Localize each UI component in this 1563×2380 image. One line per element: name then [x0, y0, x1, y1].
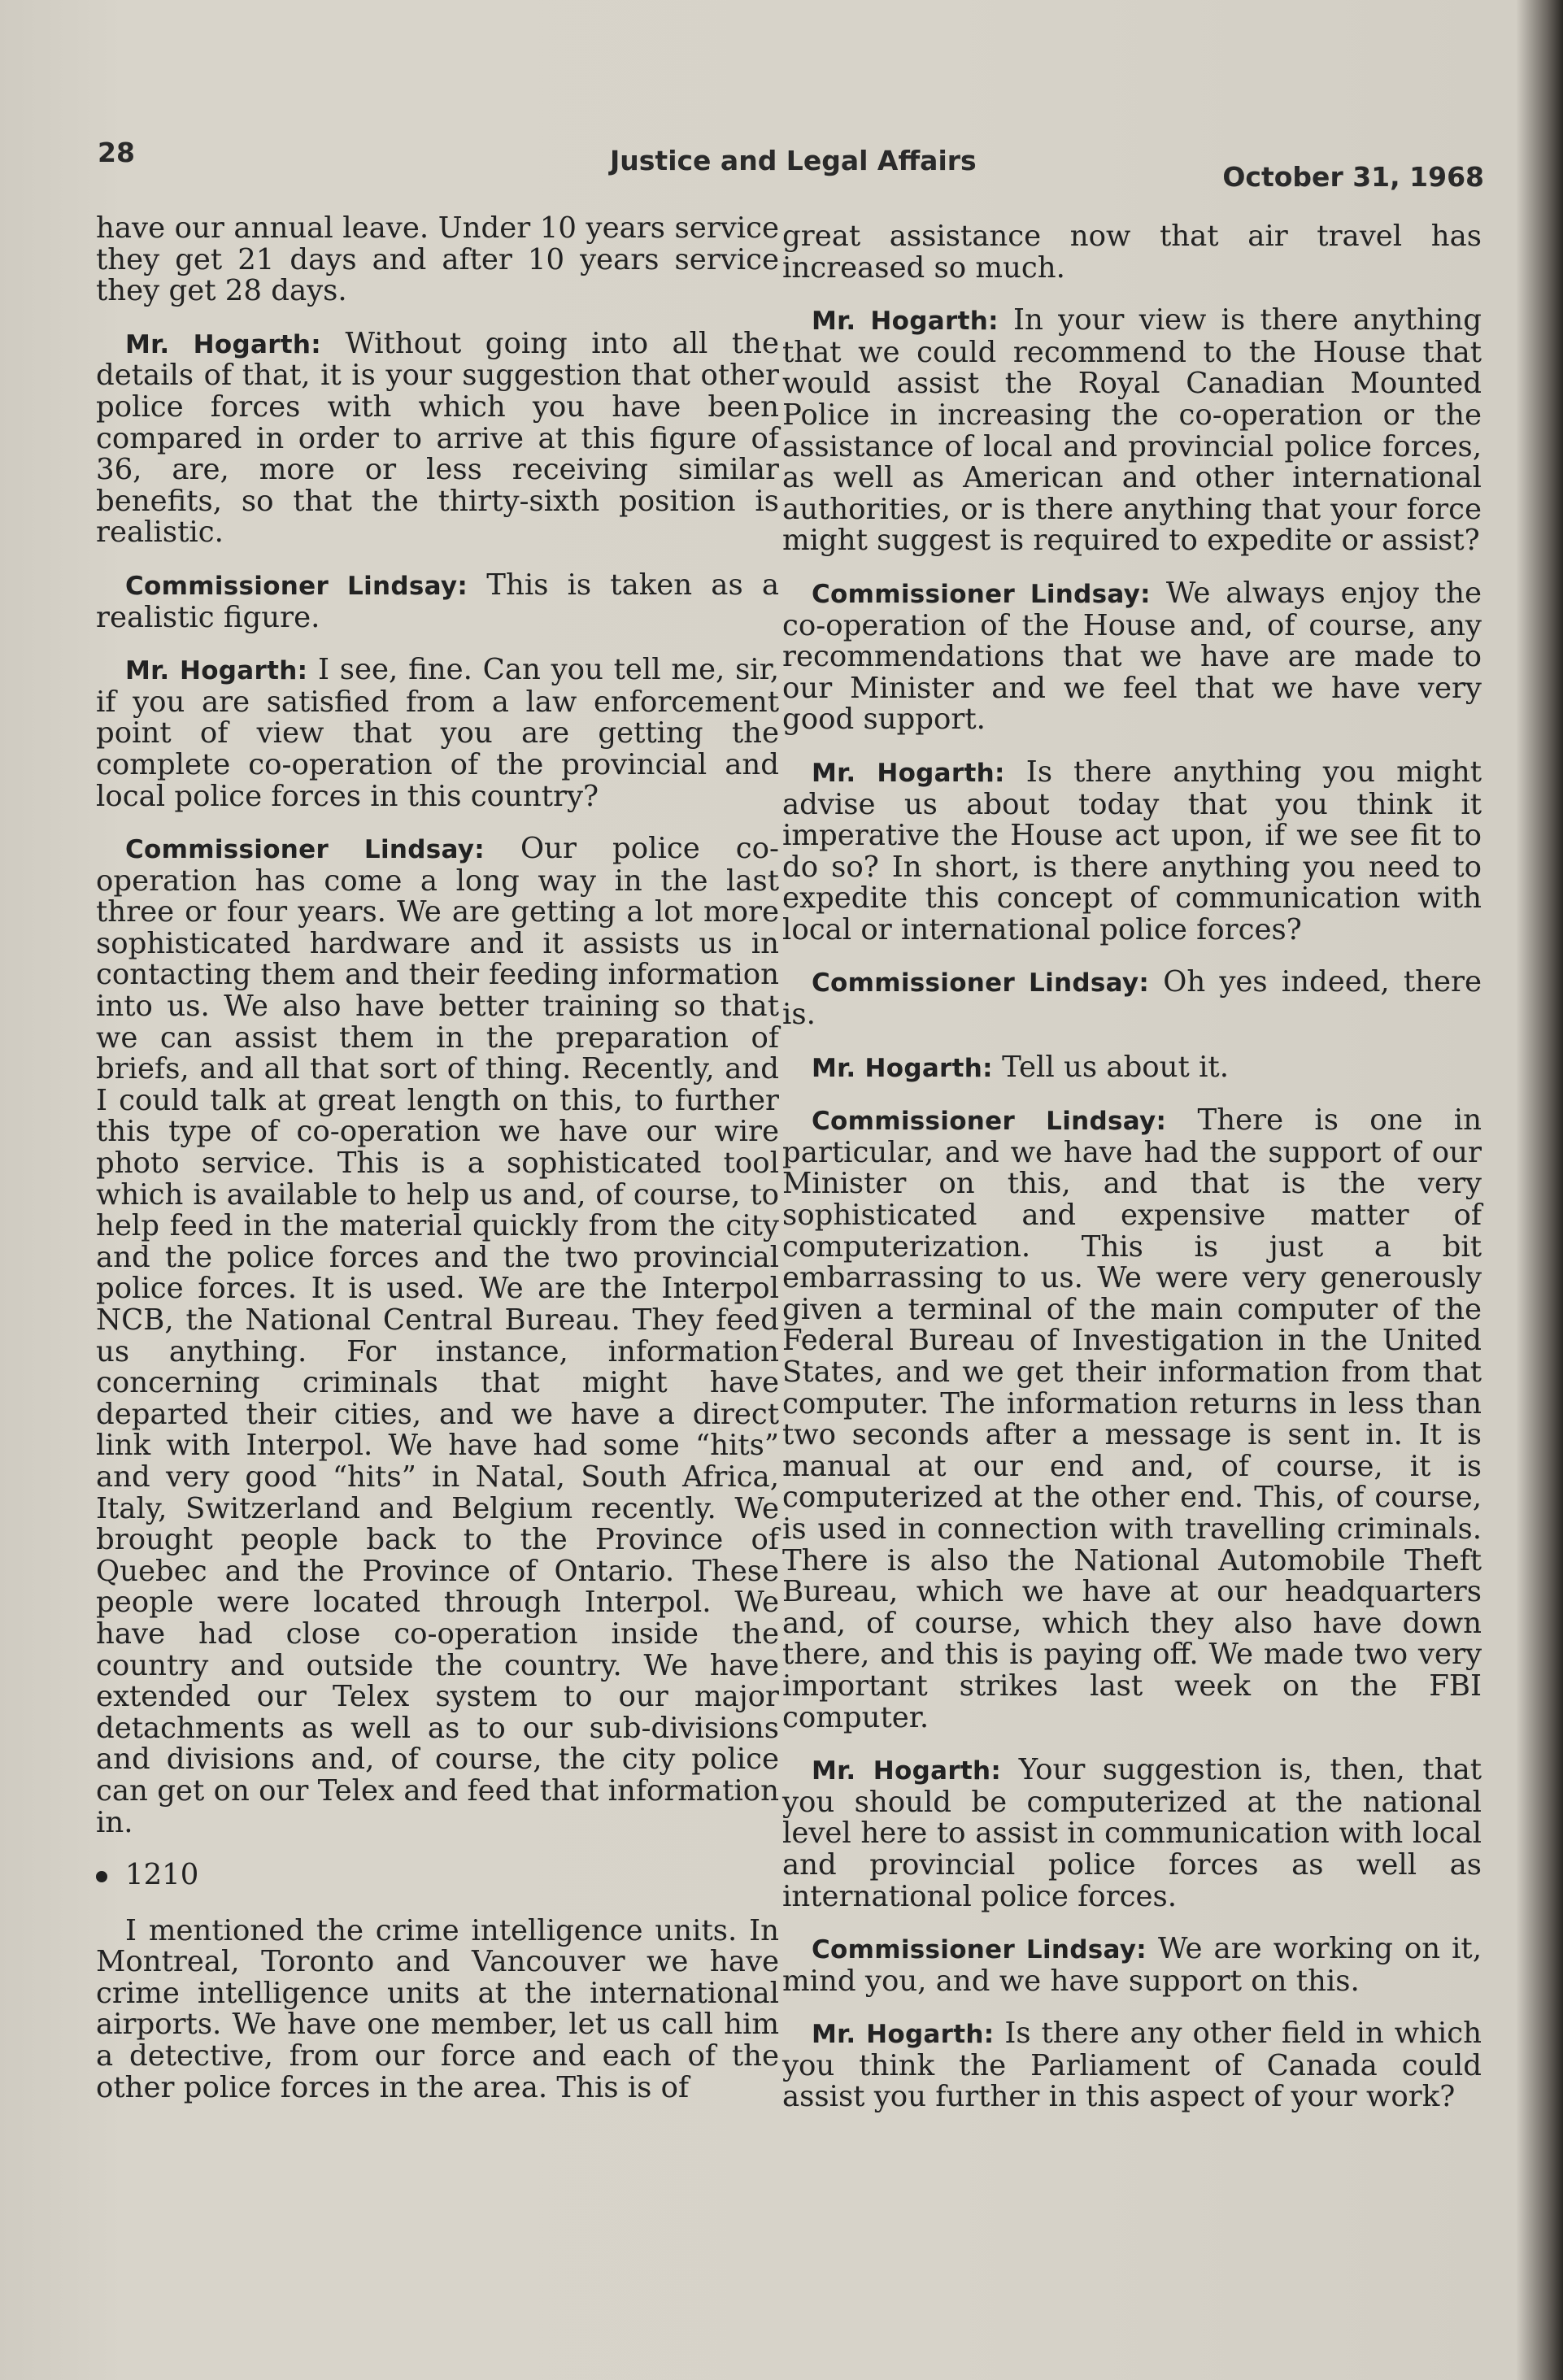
- speech-text: Tell us about it.: [1002, 1050, 1229, 1084]
- speech-paragraph: [782, 1105, 1482, 1734]
- speech-text: In your view is there anything that we could recommend to the House that would assist the Royal Canadian Mounted Police in increasing the co-operation or the assistance of local and provincial police forces, as well as American and other international authorities, or is there anything that your force might suggest is required to expedite or assist?: [782, 303, 1482, 558]
- paragraph-text: have our annual leave. Under 10 years service they get 21 days and after 10 years service they get 28 days.: [96, 211, 779, 308]
- paragraph-text: great assistance now that air travel has increased so much.: [782, 220, 1482, 285]
- speech-text: Is there any other field in which you think the Parliament of Canada could assist you further in this aspect of your work?: [782, 2017, 1482, 2114]
- time-marker-text: 1210: [125, 1858, 199, 1892]
- time-marker: [96, 1860, 779, 1891]
- speaker-name: Commissioner Lindsay:: [812, 1935, 1147, 1965]
- speech-paragraph: [96, 326, 779, 550]
- speech-text: Is there anything you might advise us about today that you think it imperative the House act upon, if we see fit to do so? In short, is there anything you need to expedite this concept of communication with local or international police forces?: [782, 755, 1482, 946]
- speech-text: I see, fine. Can you tell me, sir, if you are satisfied from a law enforcement point of view that you are getting the complete co-operation of the provincial and local police forces in this country?: [96, 653, 779, 813]
- bullet-icon: [96, 1871, 107, 1882]
- speaker-name: Commissioner Lindsay:: [125, 571, 468, 601]
- speaker-name: Commissioner Lindsay:: [812, 579, 1151, 609]
- speaker-name: Commissioner Lindsay:: [812, 968, 1150, 999]
- speaker-name: Mr. Hogarth:: [125, 656, 308, 686]
- speech-paragraph: [96, 570, 779, 633]
- speech-text: Oh yes indeed, there is.: [782, 965, 1482, 1032]
- speech-paragraph: [782, 1934, 1482, 1997]
- right-column: [782, 221, 1482, 2134]
- header-date: October 31, 1968: [1222, 161, 1484, 193]
- speaker-name: Commissioner Lindsay:: [125, 835, 485, 865]
- speech-text: We are working on it, mind you, and we have support on this.: [782, 1932, 1482, 1998]
- speech-paragraph: [782, 305, 1482, 557]
- speech-paragraph: [782, 2018, 1482, 2113]
- speaker-name: Mr. Hogarth:: [812, 307, 999, 337]
- speech-paragraph: [96, 833, 779, 1838]
- speaker-name: Mr. Hogarth:: [812, 2020, 995, 2050]
- page-header: [98, 130, 1484, 193]
- paragraph: [96, 213, 779, 307]
- speech-paragraph: [96, 655, 779, 812]
- speaker-name: Mr. Hogarth:: [812, 1053, 993, 1083]
- speech-text: We always enjoy the co-operation of the House and, of course, any recommendations that we have are made to our Minister and we feel that we have very good support.: [782, 576, 1482, 737]
- speech-paragraph: [782, 1052, 1482, 1085]
- left-column: [96, 213, 779, 2125]
- speaker-name: Mr. Hogarth:: [812, 1756, 1002, 1786]
- running-title: Justice and Legal Affairs: [610, 145, 977, 176]
- speech-paragraph: [782, 1755, 1482, 1912]
- speaker-name: Mr. Hogarth:: [125, 329, 321, 359]
- speech-paragraph: [782, 757, 1482, 946]
- speech-text: Our police co-operation has come a long way in the last three or four years. We are getting a lot more sophisticated hardware and it assists us in contacting them and their feeding information into us. We also have better training so that we can assist them in the preparation of briefs, and all that sort of thing. Recently, and I could talk at great length on this, to further this type of co-operation we have our wire photo service. This is a sophisticated tool which is available to help us and, of course, to help feed in the material quickly from the city and the police forces and the two provincial police forces. It is used. We are the Interpol NCB, the National Central Bureau. They feed us anything. For instance, information concerning criminals that might have departed their cities, and we have a direct link with Interpol. We have had some “hits” and very good “hits” in Natal, South Africa, Italy, Switzerland and Belgium recently. We brought people back to the Province of Quebec and the Province of Ontario. These people were located through Interpol. We have had close co-operation inside the country and outside the country. We have extended our Telex system to our major detachments as well as to our sub-divisions and divisions and, of course, the city police can get on our Telex and feed that information in.: [96, 832, 779, 1839]
- paragraph: [782, 221, 1482, 284]
- speech-paragraph: [782, 967, 1482, 1030]
- speech-text: Without going into all the details of that, it is your suggestion that other police forces with which you have been compared in order to arrive at this figure of 36, are, more or less receiving similar benefits, so that the thirty-sixth position is realistic.: [96, 326, 779, 550]
- speaker-name: Commissioner Lindsay:: [812, 1107, 1167, 1137]
- speech-text: Your suggestion is, then, that you should be computerized at the national level here to assist in communication with local and provincial police forces as well as international police forces.: [782, 1753, 1482, 1913]
- speech-text: This is taken as a realistic figure.: [96, 568, 779, 634]
- paragraph-text: I mentioned the crime intelligence units. In Montreal, Toronto and Vancouver we have crime intelligence units at the international airports. We have one member, let us call him a detective, from our force and each of the other police forces in the area. This is of: [96, 1913, 779, 2104]
- paragraph: [96, 1913, 779, 2104]
- speech-paragraph: [782, 578, 1482, 736]
- page-number: 28: [98, 137, 135, 168]
- speaker-name: Mr. Hogarth:: [812, 758, 1005, 788]
- speech-text: There is one in particular, and we have had the support of our Minister on this, and that is the very sophisticated and expensive matter of computerization. This is just a bit embarrassing to us. We were very generously given a terminal of the main computer of the Federal Bureau of Investigation in the United States, and we get their information from that computer. The information returns in less than two seconds after a message is sent in. It is manual at our end and, of course, it is computerized at the other end. This, of course, is used in connection with travelling criminals. There is also the National Automobile Theft Bureau, which we have at our headquarters and, of course, which they also have down there, and this is paying off. We made two very important strikes last week on the FBI computer.: [782, 1103, 1482, 1734]
